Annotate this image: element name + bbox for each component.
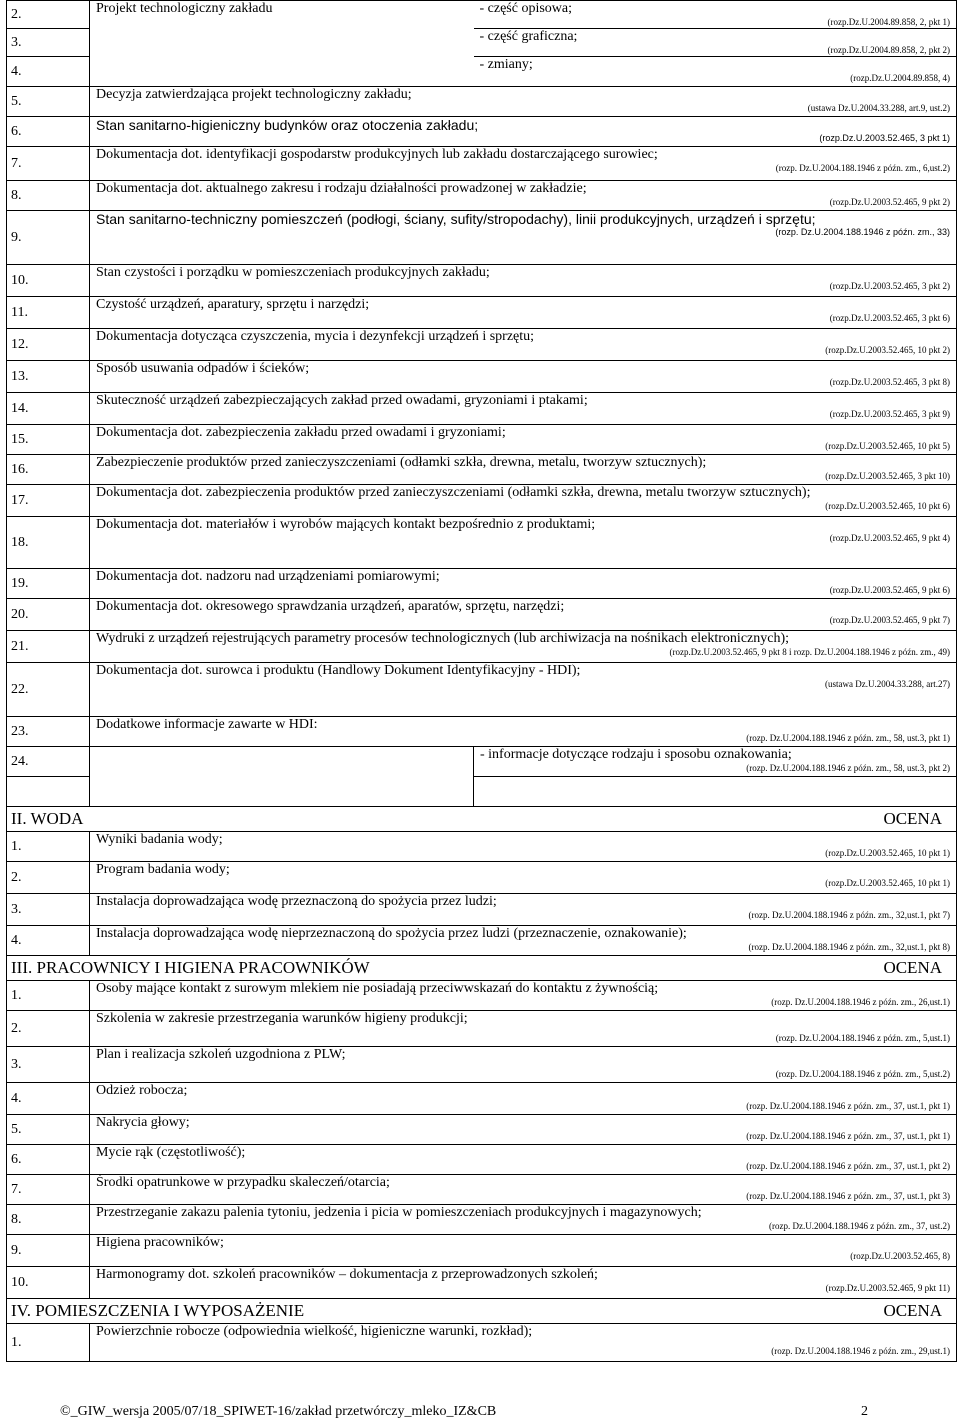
row-number: 6. xyxy=(7,1145,90,1175)
table-row xyxy=(7,1115,957,1145)
section-ocena: OCENA xyxy=(883,1301,942,1320)
table-row xyxy=(7,1047,957,1083)
row-content: Powierzchnie robocze (odpowiednia wielkość, higieniczne warunki, rozkład); (rozp. Dz.U.2004.188.1946 z późn. zm., 29,ust.1) xyxy=(90,1324,957,1362)
row-number: 10. xyxy=(7,265,90,297)
row-subitem xyxy=(474,777,957,807)
row-content: Wyniki badania wody; (rozp.Dz.U.2003.52.465, 10 pkt 1) xyxy=(90,832,957,862)
row-number: 13. xyxy=(7,361,90,393)
table-row xyxy=(7,147,957,181)
table-row xyxy=(7,747,957,777)
row-number: 7. xyxy=(7,147,90,181)
table-row xyxy=(7,117,957,147)
row-number: 2. xyxy=(7,1,90,29)
row-number: 10. xyxy=(7,1267,90,1299)
row-number: 1. xyxy=(7,1324,90,1362)
row-number: 5. xyxy=(7,87,90,117)
section-header-water xyxy=(7,807,957,832)
row-subitem: - zmiany; (rozp.Dz.U.2004.89.858, 4) xyxy=(474,57,957,87)
row-content: Dokumentacja dot. nadzoru nad urządzeniami pomiarowymi; (rozp.Dz.U.2003.52.465, 9 pkt 6) xyxy=(90,569,957,599)
row-number: 12. xyxy=(7,329,90,361)
table-row xyxy=(7,1175,957,1205)
section-header-rooms xyxy=(7,1299,957,1324)
row-number: 16. xyxy=(7,455,90,485)
row-subitem: - część graficzna; (rozp.Dz.U.2004.89.858, 2, pkt 2) xyxy=(474,29,957,57)
row-content: Nakrycia głowy; (rozp. Dz.U.2004.188.1946 z późn. zm., 37, ust.1, pkt 1) xyxy=(90,1115,957,1145)
table-row xyxy=(7,181,957,211)
table-row xyxy=(7,1205,957,1235)
row-content: Dodatkowe informacje zawarte w HDI: (rozp. Dz.U.2004.188.1946 z późn. zm., 58, ust.3, pkt 1) xyxy=(90,717,957,747)
row-content: Skuteczność urządzeń zabezpieczających zakład przed owadami, gryzoniami i ptakami; (rozp.Dz.U.2003.52.465, 3 pkt 9) xyxy=(90,393,957,425)
table-row xyxy=(7,1145,957,1175)
row-content: Szkolenia w zakresie przestrzegania warunków higieny produkcji; (rozp. Dz.U.2004.188.1946 z późn. zm., 5,ust.1) xyxy=(90,1011,957,1047)
row-content: Odzież robocza; (rozp. Dz.U.2004.188.1946 z późn. zm., 37, ust.1, pkt 1) xyxy=(90,1083,957,1115)
row-content: Dokumentacja dot. surowca i produktu (Handlowy Dokument Identyfikacyjny - HDI); (ustawa Dz.U.2004.33.288, art.27) xyxy=(90,663,957,717)
table-row xyxy=(7,717,957,747)
row-content: Dokumentacja dotycząca czyszczenia, mycia i dezynfekcji urządzeń i sprzętu; (rozp.Dz.U.2003.52.465, 10 pkt 2) xyxy=(90,329,957,361)
row-content: Osoby mające kontakt z surowym mlekiem nie posiadają przeciwwskazań do kontaktu z żywnością; (rozp. Dz.U.2004.188.1946 z późn. zm., 26,ust.1) xyxy=(90,981,957,1011)
row-content: Dokumentacja dot. zabezpieczenia zakładu przed owadami i gryzoniami; (rozp.Dz.U.2003.52.465, 10 pkt 5) xyxy=(90,425,957,455)
table-row xyxy=(7,425,957,455)
table-row xyxy=(7,1,957,29)
row-content: Zabezpieczenie produktów przed zanieczyszczeniami (odłamki szkła, drewna, metalu, tworzyw sztucznych); (rozp.Dz.U.2003.52.465, 3 pkt 10) xyxy=(90,455,957,485)
row-number: 21. xyxy=(7,631,90,663)
row-content: Stan sanitarno-techniczny pomieszczeń (podłogi, ściany, sufity/stropodachy), linii produkcyjnych, urządzeń i sprzętu; (rozp. Dz.U.2004.188.1946 z późn. zm., 33) xyxy=(90,211,957,265)
row-number: 3. xyxy=(7,1047,90,1083)
row-content: Przestrzeganie zakazu palenia tytoniu, jedzenia i picia w pomieszczeniach produkcyjnych i magazynowych; (rozp. Dz.U.2004.188.1946 z późn. zm., 37, ust.2) xyxy=(90,1205,957,1235)
row-subitem: - część opisowa; (rozp.Dz.U.2004.89.858, 2, pkt 1) xyxy=(474,1,957,29)
table-row xyxy=(7,631,957,663)
row-number: 4. xyxy=(7,1083,90,1115)
checklist-sheet xyxy=(6,0,956,1362)
row-number: 11. xyxy=(7,297,90,329)
table-row xyxy=(7,517,957,569)
row-content: Dokumentacja dot. aktualnego zakresu i rodzaju działalności prowadzonej w zakładzie; (rozp.Dz.U.2003.52.465, 9 pkt 2) xyxy=(90,181,957,211)
row-content: Wydruki z urządzeń rejestrujących parametry procesów technologicznych (lub archiwizacja na nośnikach elektronicznych); (rozp.Dz.U.2003.52.465, 9 pkt 8 i rozp. Dz.U.2004.188.1946 z późn. zm., 49) xyxy=(90,631,957,663)
row-text: Projekt technologiczny zakładu xyxy=(90,1,474,87)
table-row xyxy=(7,211,957,265)
row-number: 2. xyxy=(7,1011,90,1047)
row-number: 3. xyxy=(7,894,90,926)
table-row xyxy=(7,599,957,631)
section-ocena: OCENA xyxy=(883,958,942,977)
row-number: 4. xyxy=(7,926,90,956)
checklist-table xyxy=(6,0,957,1362)
row-content: Stan czystości i porządku w pomieszczeniach produkcyjnych zakładu; (rozp.Dz.U.2003.52.465, 3 pkt 2) xyxy=(90,265,957,297)
row-content: Plan i realizacja szkoleń uzgodniona z PLW; (rozp. Dz.U.2004.188.1946 z późn. zm., 5,ust.2) xyxy=(90,1047,957,1083)
table-row xyxy=(7,981,957,1011)
row-number: 19. xyxy=(7,569,90,599)
footer-text: ©_GIW_wersja 2005/07/18_SPIWET-16/zakład przetwórczy_mleko_IZ&CB xyxy=(60,1404,497,1419)
table-row xyxy=(7,455,957,485)
row-content: Stan sanitarno-higieniczny budynków oraz otoczenia zakładu; (rozp.Dz.U.2003.52.465, 3 pkt 1) xyxy=(90,117,957,147)
page-number: 2 xyxy=(861,1404,868,1419)
table-row xyxy=(7,329,957,361)
row-content: Sposób usuwania odpadów i ścieków; (rozp.Dz.U.2003.52.465, 3 pkt 8) xyxy=(90,361,957,393)
row-number: 9. xyxy=(7,1235,90,1267)
table-row xyxy=(7,297,957,329)
table-row xyxy=(7,1324,957,1362)
row-content: Instalacja doprowadzająca wodę nieprzeznaczoną do spożycia przez ludzi (przeznaczenie, oznakowanie); (rozp. Dz.U.2004.188.1946 z późn. zm., 32,ust.1, pkt 8) xyxy=(90,926,957,956)
table-row xyxy=(7,663,957,717)
table-row xyxy=(7,361,957,393)
table-row xyxy=(7,862,957,894)
row-number: 14. xyxy=(7,393,90,425)
table-row xyxy=(7,265,957,297)
row-content: Higiena pracowników; (rozp.Dz.U.2003.52.465, 8) xyxy=(90,1235,957,1267)
row-number: 24. xyxy=(7,747,90,777)
row-content: Instalacja doprowadzająca wodę przeznaczoną do spożycia przez ludzi; (rozp. Dz.U.2004.188.1946 z późn. zm., 32,ust.1, pkt 7) xyxy=(90,894,957,926)
row-number: 9. xyxy=(7,211,90,265)
row-content: Dokumentacja dot. materiałów i wyrobów mających kontakt bezpośrednio z produktami; (rozp.Dz.U.2003.52.465, 9 pkt 4) xyxy=(90,517,957,569)
row-number: 20. xyxy=(7,599,90,631)
section-title: IV. POMIESZCZENIA I WYPOSAŻENIE xyxy=(11,1301,305,1320)
row-content: Harmonogramy dot. szkoleń pracowników – dokumentacja z przeprowadzonych szkoleń; (rozp.Dz.U.2003.52.465, 9 pkt 11) xyxy=(90,1267,957,1299)
table-row xyxy=(7,1011,957,1047)
section-header-workers xyxy=(7,956,957,981)
row-subitem: - informacje dotyczące rodzaju i sposobu oznakowania; (rozp. Dz.U.2004.188.1946 z późn. zm., 58, ust.3, pkt 2) xyxy=(474,747,957,777)
table-row xyxy=(7,1267,957,1299)
row-number: 5. xyxy=(7,1115,90,1145)
table-row xyxy=(7,894,957,926)
table-row xyxy=(7,87,957,117)
row-content: Dokumentacja dot. okresowego sprawdzania urządzeń, aparatów, sprzętu, narzędzi; (rozp.Dz.U.2003.52.465, 9 pkt 7) xyxy=(90,599,957,631)
section-ocena: OCENA xyxy=(883,809,942,828)
row-content: Dokumentacja dot. identyfikacji gospodarstw produkcyjnych lub zakładu dostarczającego surowiec; (rozp. Dz.U.2004.188.1946 z późn. zm., 6,ust.2) xyxy=(90,147,957,181)
section-title: III. PRACOWNICY I HIGIENA PRACOWNIKÓW xyxy=(11,958,370,977)
table-row xyxy=(7,393,957,425)
row-number: 18. xyxy=(7,517,90,569)
row-content: Dokumentacja dot. zabezpieczenia produktów przed zanieczyszczeniami (odłamki szkła, drewna, metalu tworzyw sztucznych); (rozp.Dz.U.2003.52.465, 10 pkt 6) xyxy=(90,485,957,517)
row-content: Czystość urządzeń, aparatury, sprzętu i narzędzi; (rozp.Dz.U.2003.52.465, 3 pkt 6) xyxy=(90,297,957,329)
table-row xyxy=(7,1235,957,1267)
row-content: Mycie rąk (częstotliwość); (rozp. Dz.U.2004.188.1946 z późn. zm., 37, ust.1, pkt 2) xyxy=(90,1145,957,1175)
table-row xyxy=(7,926,957,956)
table-row xyxy=(7,1083,957,1115)
row-number: 17. xyxy=(7,485,90,517)
row-number: 3. xyxy=(7,29,90,57)
row-number: 8. xyxy=(7,1205,90,1235)
row-number: 22. xyxy=(7,663,90,717)
row-number: 1. xyxy=(7,981,90,1011)
row-number: 4. xyxy=(7,57,90,87)
row-number: 23. xyxy=(7,717,90,747)
row-content: Środki opatrunkowe w przypadku skaleczeń/otarcia; (rozp. Dz.U.2004.188.1946 z późn. zm., 37, ust.1, pkt 3) xyxy=(90,1175,957,1205)
table-row xyxy=(7,485,957,517)
row-number xyxy=(7,777,90,807)
row-number: 2. xyxy=(7,862,90,894)
section-title: II. WODA xyxy=(11,809,84,828)
table-row xyxy=(7,569,957,599)
row-content: Program badania wody; (rozp.Dz.U.2003.52.465, 10 pkt 1) xyxy=(90,862,957,894)
row-number: 8. xyxy=(7,181,90,211)
row-number: 7. xyxy=(7,1175,90,1205)
row-text xyxy=(90,747,474,807)
row-number: 6. xyxy=(7,117,90,147)
row-content: Decyzja zatwierdzająca projekt technologiczny zakładu; (ustawa Dz.U.2004.33.288, art.9, ust.2) xyxy=(90,87,957,117)
row-number: 15. xyxy=(7,425,90,455)
row-number: 1. xyxy=(7,832,90,862)
table-row xyxy=(7,832,957,862)
